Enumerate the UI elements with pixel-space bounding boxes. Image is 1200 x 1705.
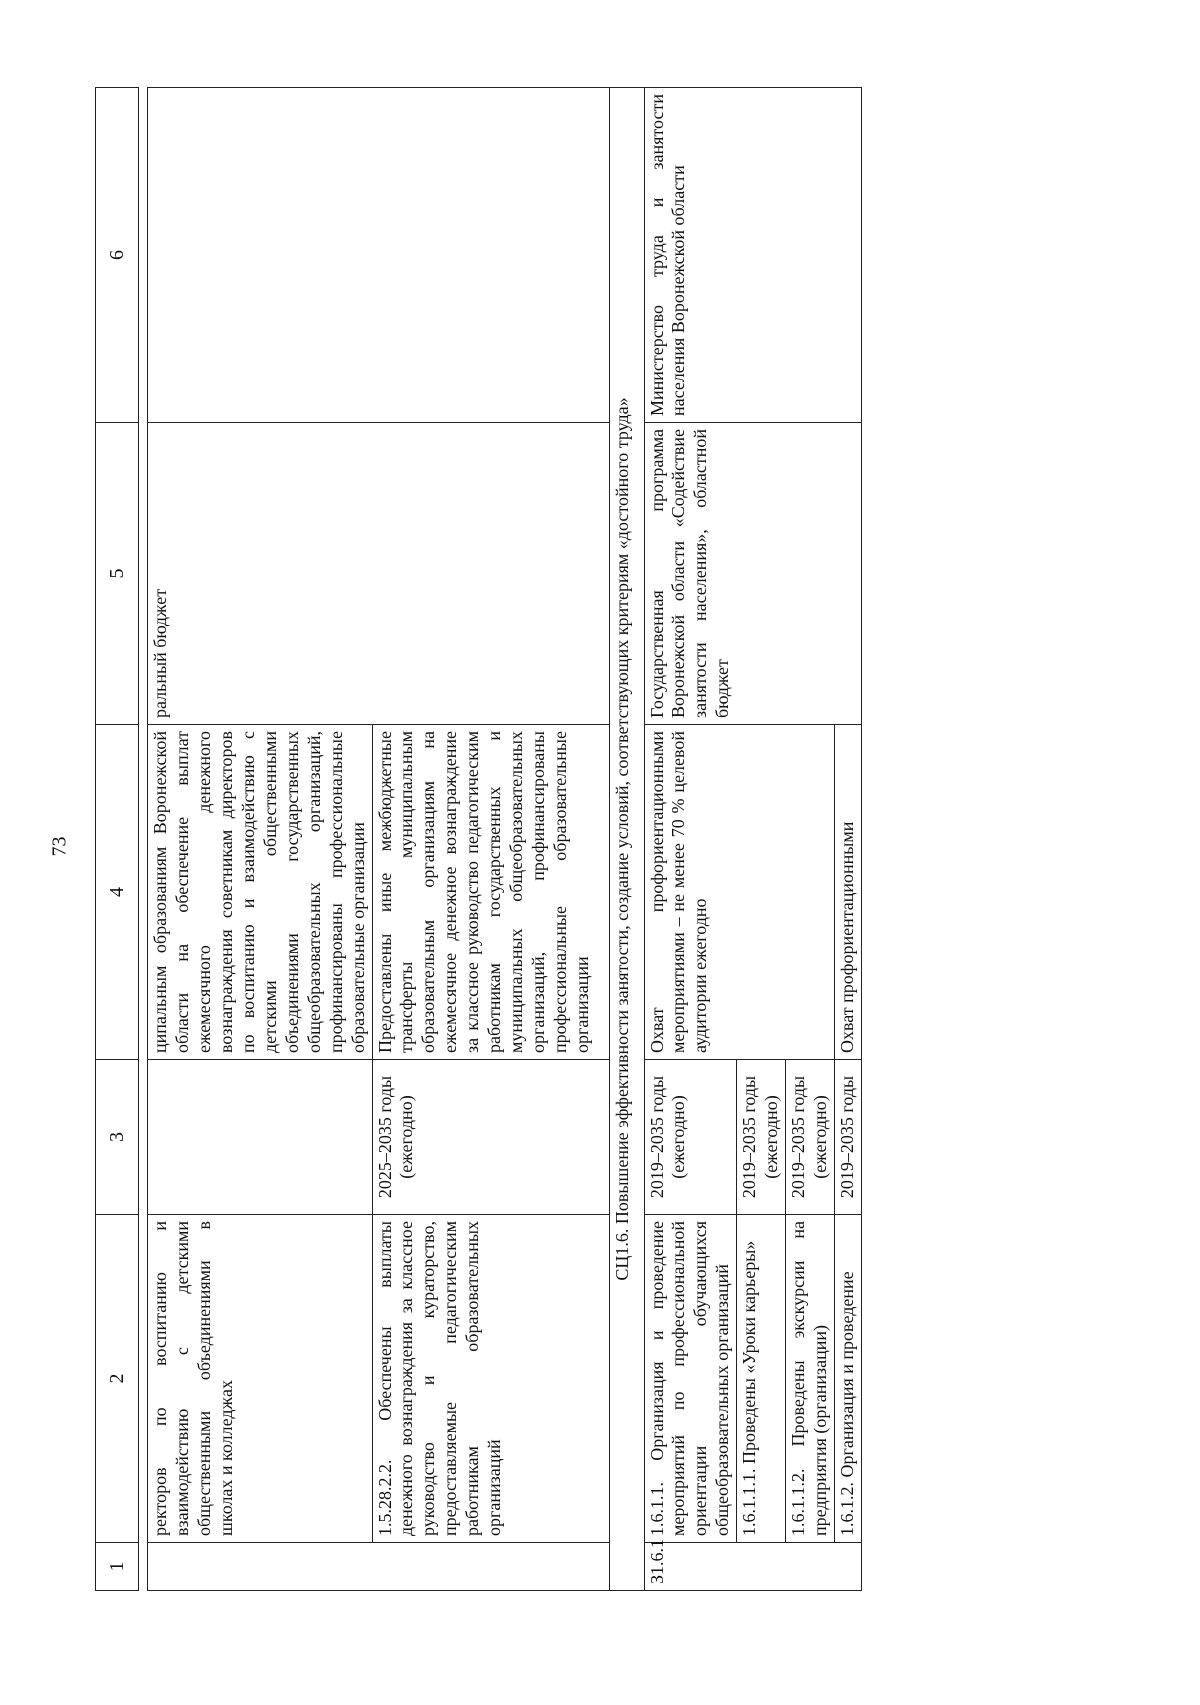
header-col-4: 4 (96, 725, 139, 1060)
header-col-2: 2 (96, 1215, 139, 1543)
row-number-cell (148, 1543, 610, 1591)
measure-cell: 1.6.1.2. Организация и проведение (835, 1215, 862, 1543)
result-cell: ципальным образованиям Воронежской области на обеспечение выплат ежемесячного денежного вознаграждения советникам директоров по воспитанию и взаимодействию с детскими общественными объединениями государственных общеобразовательных организаций, профинансированы профессиональные образовательные организации (148, 725, 373, 1060)
measure-cell: ректоров по воспитанию и взаимодействию с детскими общественными объединениями в школах и колледжах (148, 1215, 373, 1543)
page-number: 73 (48, 836, 71, 857)
period-cell: 2025–2035 годы (ежегодно) (372, 1060, 609, 1215)
responsible-cell (148, 88, 610, 423)
funding-cell: Государственная программа Воронежской области «Содействие занятости населения», областной бюджет (644, 423, 862, 725)
result-cell: Охват профориентационными мероприятиями – не менее 70 % целевой аудитории ежегодно (644, 725, 835, 1060)
goal-code-cell: З1.6.1 (644, 1543, 862, 1591)
rotated-table-frame (95, 88, 1125, 1591)
measure-cell: 1.6.1.1. Организация и проведение мероприятий по профессиональной ориентации обучающихся общеобразовательных организаций (644, 1215, 737, 1543)
header-gap (139, 88, 148, 1591)
header-col-6: 6 (96, 88, 139, 423)
responsible-cell: Министерство труда и занятости населения Воронежской области (644, 88, 862, 423)
funding-cell: ральный бюджет (148, 423, 610, 725)
header-row (96, 88, 139, 1591)
table-row (148, 88, 373, 1591)
section-row (609, 88, 644, 1591)
header-col-3: 3 (96, 1060, 139, 1215)
header-col-1: 1 (96, 1543, 139, 1591)
period-cell: 2019–2035 годы (ежегодно) (737, 1060, 786, 1215)
period-cell: 2019–2035 годы (ежегодно) (644, 1060, 737, 1215)
measure-cell: 1.6.1.1.1. Проведены «Уроки карьеры» (737, 1215, 786, 1543)
measures-table (95, 87, 862, 1591)
section-heading: СЦ1.6. Повышение эффективности занятости, создание условий, соответствующих критериям «достойного труда» (609, 88, 644, 1591)
result-cell: Предоставлены иные межбюджетные трансферты муниципальным образовательным организациям на ежемесячное денежное вознаграждение за классное руководство педагогическим работникам государственных и муниципальных общеобразовательных организаций, профинансированы профессиональные образовательные организации (372, 725, 609, 1060)
period-cell: 2019–2035 годы (835, 1060, 862, 1215)
period-cell (148, 1060, 373, 1215)
period-cell: 2019–2035 годы (ежегодно) (786, 1060, 835, 1215)
measure-cell: 1.5.28.2.2. Обеспечены выплаты денежного вознаграждения за классное руководство и кураторство, предоставляемые педагогическим работникам образовательных организаций (372, 1215, 609, 1543)
measure-cell: 1.6.1.1.2. Проведены экскурсии на предприятия (организации) (786, 1215, 835, 1543)
header-col-5: 5 (96, 423, 139, 725)
table-row (644, 88, 737, 1591)
result-cell: Охват профориентационными (835, 725, 862, 1060)
table-sheet (95, 88, 1125, 1591)
